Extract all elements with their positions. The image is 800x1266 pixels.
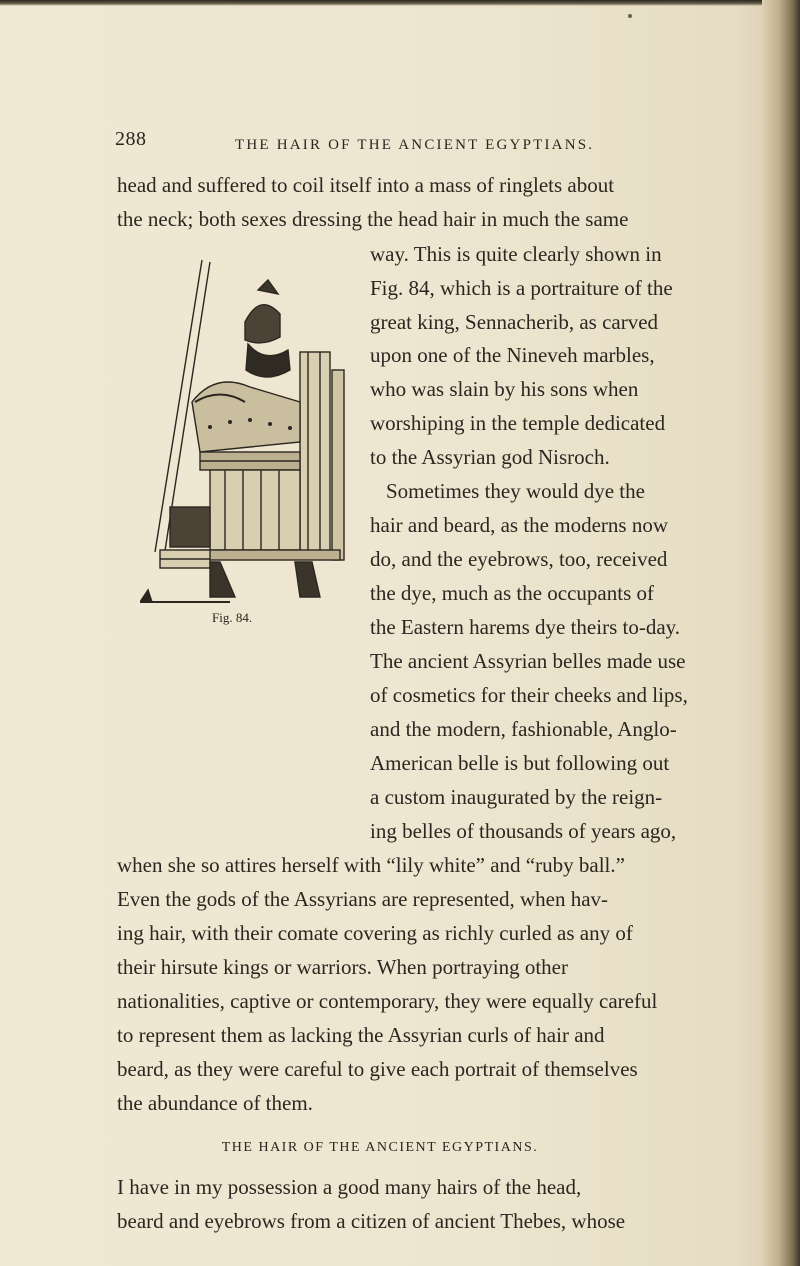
- body-line: the dye, much as the occupants of: [370, 581, 654, 605]
- body-line: and the modern, fashionable, Anglo-: [370, 717, 677, 741]
- page-number: 288: [115, 128, 147, 150]
- sennacherib-engraving: [140, 252, 365, 612]
- body-line: hair and beard, as the moderns now: [370, 513, 668, 537]
- body-line: of cosmetics for their cheeks and lips,: [370, 683, 688, 707]
- body-line: upon one of the Nineveh marbles,: [370, 343, 655, 367]
- body-line: ing belles of thousands of years ago,: [370, 819, 677, 843]
- body-line: Even the gods of the Assyrians are represented, when hav-: [117, 887, 609, 911]
- body-line: to represent them as lacking the Assyrian curls of hair and: [117, 1023, 605, 1047]
- body-line: nationalities, captive or contemporary, they were equally careful: [117, 989, 658, 1013]
- body-line: their hirsute kings or warriors. When portraying other: [117, 955, 568, 979]
- body-line: beard, as they were careful to give each portrait of themselves: [117, 1057, 638, 1081]
- printer-mark: [628, 14, 632, 18]
- engraving-svg: [140, 252, 365, 612]
- body-line: way. This is quite clearly shown in: [370, 242, 662, 266]
- body-line: a custom inaugurated by the reign-: [370, 785, 663, 809]
- body-line: The ancient Assyrian belles made use: [370, 649, 686, 673]
- body-line: who was slain by his sons when: [370, 377, 639, 401]
- page-top-edge: [0, 0, 800, 6]
- section-heading: THE HAIR OF THE ANCIENT EGYPTIANS.: [221, 1140, 539, 1155]
- running-head: THE HAIR OF THE ANCIENT EGYPTIANS.: [235, 137, 595, 153]
- body-line: great king, Sennacherib, as carved: [370, 310, 659, 334]
- body-line: Sometimes they would dye the: [386, 479, 645, 503]
- body-line: do, and the eyebrows, too, received: [370, 547, 668, 571]
- body-line: the Eastern harems dye theirs to-day.: [370, 615, 681, 639]
- body-line: beard and eyebrows from a citizen of ancient Thebes, whose: [117, 1209, 626, 1233]
- body-line: ing hair, with their comate covering as richly curled as any of: [117, 921, 633, 945]
- page-right-edge: [762, 0, 800, 1266]
- body-line: American belle is but following out: [370, 751, 670, 775]
- body-line: I have in my possession a good many hairs of the head,: [117, 1175, 582, 1199]
- body-line: to the Assyrian god Nisroch.: [370, 445, 610, 469]
- body-line: the abundance of them.: [117, 1091, 313, 1115]
- body-line: head and suffered to coil itself into a mass of ringlets about: [117, 173, 615, 197]
- body-line: when she so attires herself with “lily white” and “ruby ball.”: [117, 853, 625, 877]
- body-line: the neck; both sexes dressing the head hair in much the same: [117, 207, 629, 231]
- body-line: worshiping in the temple dedicated: [370, 411, 666, 435]
- body-line: Fig. 84, which is a portraiture of the: [370, 276, 673, 300]
- figure-caption: Fig. 84.: [212, 610, 253, 625]
